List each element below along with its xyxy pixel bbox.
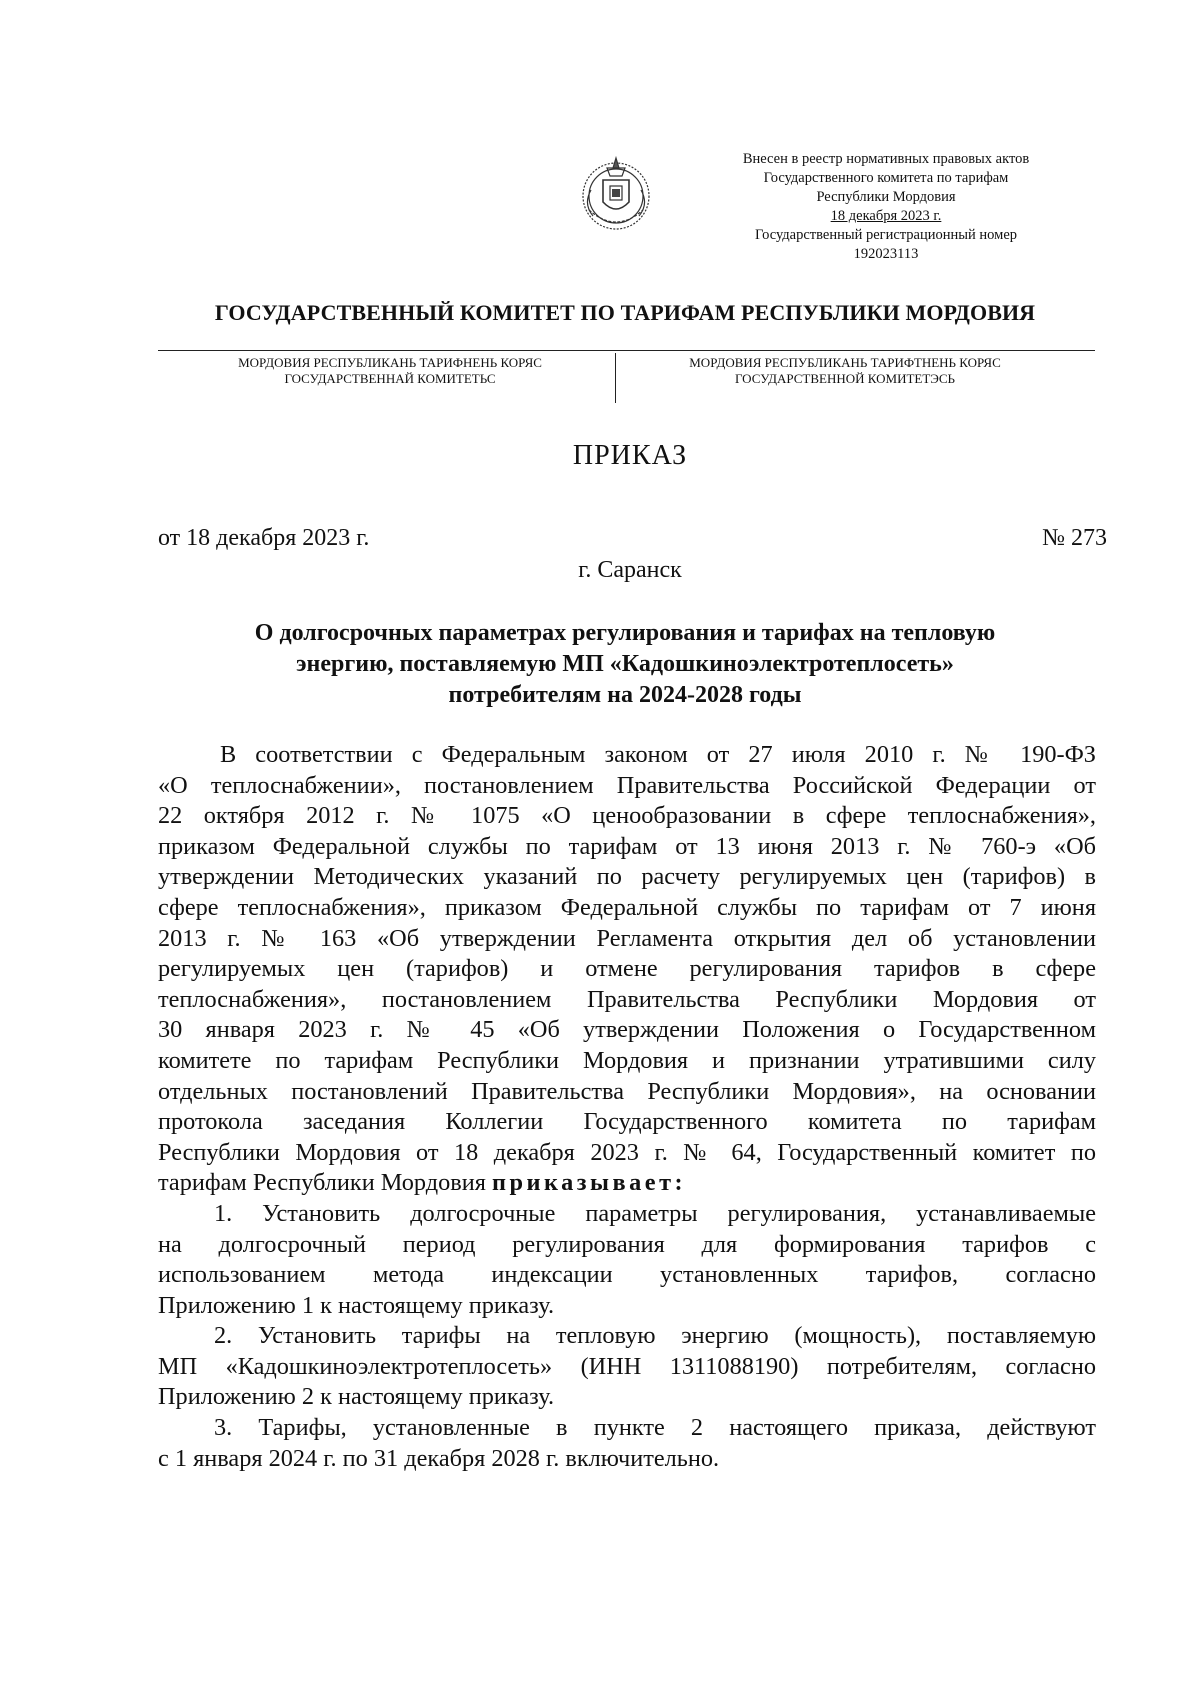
body-line-final [158, 1168, 1096, 1199]
registry-line: Государственного комитета по тарифам [763, 170, 1009, 186]
registry-line: Государственный регистрационный номер [754, 227, 1018, 243]
body-line: с 1 января 2024 г. по 31 декабря 2028 г. включительно. [158, 1444, 720, 1472]
body-line: комитете по тарифам Республики Мордовия и признании утратившими силу [158, 1046, 1096, 1074]
subject-line: потребителям на 2024-2028 годы [448, 682, 802, 708]
document-subject [160, 618, 1090, 711]
registry-note [706, 150, 1066, 264]
body-line: приказом Федеральной службы по тарифам от 13 июня 2013 г. № 760-э «Об [158, 832, 1096, 860]
order-item-1 [158, 1199, 1096, 1321]
header-vertical-divider [615, 353, 616, 403]
coat-of-arms-emblem [577, 150, 655, 238]
registry-line: Внесен в реестр нормативных правовых актов [742, 151, 1030, 167]
body-line: «О теплоснабжении», постановлением Правительства Российской Федерации от [158, 771, 1096, 799]
body-line: регулируемых цен (тарифов) и отмене регулирования тарифов в сфере [158, 955, 1096, 983]
body-line: 30 января 2023 г. № 45 «Об утверждении Положения о Государственном [158, 1016, 1096, 1044]
body-line: Приложению 1 к настоящему приказу. [158, 1291, 555, 1319]
body-line: тарифам Республики Мордовия [158, 1169, 492, 1197]
moksha-left-line2: ГОСУДАРСТВЕННАЙ КОМИТЕТЬС [284, 371, 496, 386]
body-line: 2. Установить тарифы на тепловую энергию (мощность), поставляемую [214, 1322, 1096, 1350]
body-line: 1. Установить долгосрочные параметры регулирования, устанавливаемые [214, 1199, 1096, 1227]
document-number: № 273 [1042, 525, 1107, 551]
body-line: теплоснабжения», постановлением Правительства Республики Мордовия от [158, 985, 1096, 1013]
order-item-2 [158, 1321, 1096, 1413]
document-type: ПРИКАЗ [572, 440, 688, 471]
body-line: МП «Кадошкиноэлектротеплосеть» (ИНН 1311088190) потребителям, согласно [158, 1352, 1096, 1380]
registry-number: 192023113 [853, 246, 919, 262]
registry-line: Республики Мордовия [816, 189, 956, 205]
body-line: В соответствии с Федеральным законом от 27 июля 2010 г. № 190-ФЗ [220, 741, 1096, 768]
body-line: утверждении Методических указаний по расчету регулируемых цен (тарифов) в [158, 863, 1096, 891]
body-line: Приложению 2 к настоящему приказу. [158, 1383, 555, 1411]
body-line: Республики Мордовия от 18 декабря 2023 г. № 64, Государственный комитет по [158, 1138, 1096, 1166]
erzya-right-line2: ГОСУДАРСТВЕННОЙ КОМИТЕТЭСЬ [734, 371, 956, 386]
preamble-paragraph [158, 740, 1096, 1199]
document-city: г. Саранск [578, 557, 682, 583]
body-line: 22 октября 2012 г. № 1075 «О ценообразовании в сфере теплоснабжения», [158, 802, 1096, 830]
agency-title: ГОСУДАРСТВЕННЫЙ КОМИТЕТ ПО ТАРИФАМ РЕСПУБЛИКИ МОРДОВИЯ [214, 300, 1036, 325]
document-body [158, 740, 1096, 1474]
erzya-right-line1: МОРДОВИЯ РЕСПУБЛИКАНЬ ТАРИФТНЕНЬ КОРЯС [689, 355, 1001, 370]
body-line: 2013 г. № 163 «Об утверждении Регламента открытия дел об установлении [158, 924, 1096, 952]
moksha-left-line1: МОРДОВИЯ РЕСПУБЛИКАНЬ ТАРИФНЕНЬ КОРЯС [238, 355, 542, 370]
body-line: сфере теплоснабжения», приказом Федеральной службы по тарифам от 7 июня [158, 893, 1096, 921]
body-line: 3. Тарифы, установленные в пункте 2 настоящего приказа, действуют [214, 1414, 1096, 1442]
header-divider [158, 350, 1095, 351]
registry-date: 18 декабря 2023 г. [830, 208, 942, 224]
subject-line: О долгосрочных параметрах регулирования и тарифах на тепловую [254, 620, 996, 646]
document-date: от 18 декабря 2023 г. [158, 525, 370, 551]
body-line: на долгосрочный период регулирования для формирования тарифов с [158, 1230, 1096, 1258]
body-line: протокола заседания Коллегии Государственного комитета по тарифам [158, 1108, 1096, 1136]
order-item-3 [158, 1413, 1096, 1474]
body-line: использованием метода индексации установленных тарифов, согласно [158, 1261, 1096, 1289]
subject-line: энергию, поставляемую МП «Кадошкиноэлектротеплосеть» [296, 651, 954, 677]
orders-word: приказывает: [492, 1169, 687, 1197]
body-line: отдельных постановлений Правительства Республики Мордовия», на основании [158, 1077, 1096, 1105]
erzya-name-right [625, 355, 1065, 387]
moksha-name-left [170, 355, 610, 387]
